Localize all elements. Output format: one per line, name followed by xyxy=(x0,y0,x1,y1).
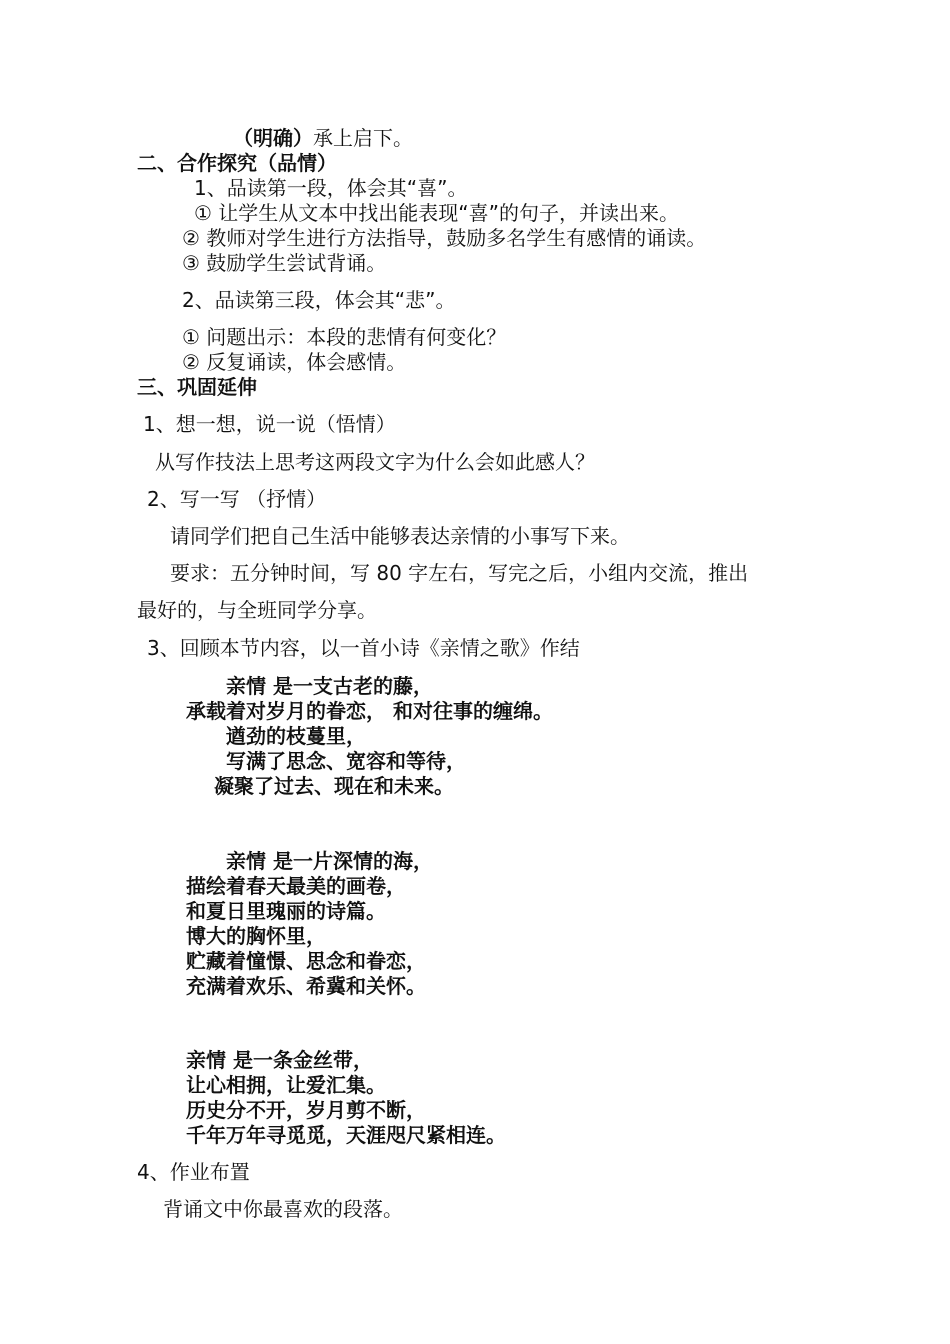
poem-stanza-3-line-3: 历史分不开，岁月剪不断， xyxy=(186,1098,426,1122)
step-2-item-1: ① 问题出示：本段的悲情有何变化？ xyxy=(182,325,507,349)
task-2-requirement-cont: 最好的，与全班同学分享。 xyxy=(137,598,377,622)
task-2-requirement: 要求：五分钟时间，写 80 字左右，写完之后，小组内交流，推出 xyxy=(170,561,749,585)
poem-stanza-2-line-5: 贮藏着憧憬、思念和眷恋， xyxy=(186,949,426,973)
step-1: 1、品读第一段，体会其“喜”。 xyxy=(194,176,468,200)
answer-line xyxy=(233,126,413,150)
step-1-item-1: ① 让学生从文本中找出能表现“喜”的句子，并读出来。 xyxy=(194,201,680,225)
poem-stanza-3-line-4: 千年万年寻觅觅，天涯咫尺紧相连。 xyxy=(186,1123,506,1147)
step-1-item-3: ③ 鼓励学生尝试背诵。 xyxy=(182,251,387,275)
task-1: 1、想一想，说一说（悟情） xyxy=(143,412,396,436)
poem-stanza-3-line-2: 让心相拥，让爱汇集。 xyxy=(186,1073,386,1097)
poem-stanza-1-line-4: 写满了思念、宽容和等待， xyxy=(226,749,466,773)
step-2-item-2: ② 反复诵读，体会感情。 xyxy=(182,350,407,374)
poem-stanza-2-line-6: 充满着欢乐、希冀和关怀。 xyxy=(186,974,426,998)
poem-stanza-2-line-1: 亲情 是一片深情的海， xyxy=(226,849,433,873)
answer-text: 承上启下。 xyxy=(313,126,413,150)
section-heading-3: 三、巩固延伸 xyxy=(137,375,257,399)
homework-text: 背诵文中你最喜欢的段落。 xyxy=(163,1197,403,1221)
task-2-instruction: 请同学们把自己生活中能够表达亲情的小事写下来。 xyxy=(170,524,630,548)
poem-stanza-2-line-3: 和夏日里瑰丽的诗篇。 xyxy=(186,899,386,923)
poem-stanza-1-line-2: 承载着对岁月的眷恋， 和对往事的缠绵。 xyxy=(186,699,553,723)
poem-stanza-2-line-2: 描绘着春天最美的画卷， xyxy=(186,874,406,898)
poem-stanza-2-line-4: 博大的胸怀里， xyxy=(186,924,326,948)
section-heading-2: 二、合作探究（品情） xyxy=(137,151,337,175)
step-2: 2、品读第三段，体会其“悲”。 xyxy=(182,288,456,312)
task-1-question: 从写作技法上思考这两段文字为什么会如此感人？ xyxy=(155,450,595,474)
task-4: 4、作业布置 xyxy=(137,1160,250,1184)
poem-stanza-1-line-1: 亲情 是一支古老的藤， xyxy=(226,674,433,698)
step-1-item-2: ② 教师对学生进行方法指导，鼓励多名学生有感情的诵读。 xyxy=(182,226,707,250)
poem-stanza-1-line-3: 遒劲的枝蔓里， xyxy=(226,724,366,748)
poem-stanza-1-line-5: 凝聚了过去、现在和未来。 xyxy=(214,774,454,798)
poem-stanza-3-line-1: 亲情 是一条金丝带， xyxy=(186,1048,373,1072)
task-3: 3、回顾本节内容，以一首小诗《亲情之歌》作结 xyxy=(147,636,580,660)
task-2: 2、写一写 （抒情） xyxy=(147,487,327,511)
answer-label: （明确） xyxy=(233,126,313,150)
